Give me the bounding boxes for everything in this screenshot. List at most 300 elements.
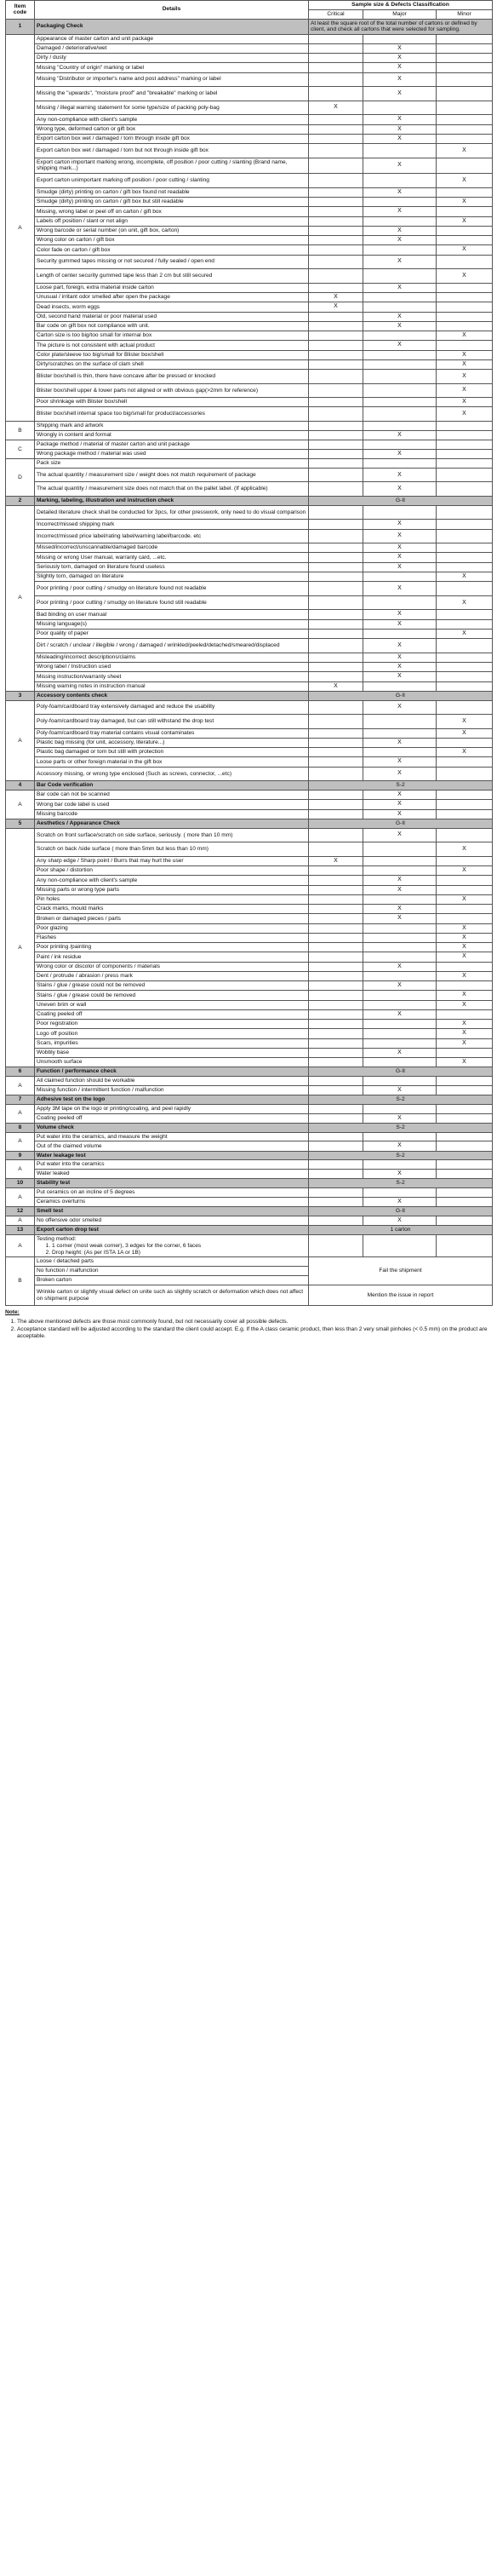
group-code: A <box>6 505 35 691</box>
table-row <box>6 1029 493 1038</box>
defect-description: Logo off position <box>35 1029 309 1038</box>
table-row <box>6 543 493 553</box>
testing-method <box>35 1234 309 1256</box>
major-mark: X <box>363 87 437 101</box>
minor-mark <box>437 639 493 653</box>
defect-description: Poor quality of paper <box>35 629 309 638</box>
section-standard: G-II <box>309 691 493 700</box>
critical-mark <box>309 1077 363 1086</box>
major-mark <box>363 101 437 115</box>
table-row <box>6 1257 493 1267</box>
critical-mark <box>309 610 363 619</box>
defect-description: Dirt / scratch / unclear / illegible / wrong / damaged / wrinkled/peeled/detached/smeared/displaced <box>35 639 309 653</box>
table-row <box>6 582 493 596</box>
header-classification: Sample size & Defects Classification <box>309 1 493 10</box>
table-row <box>6 1197 493 1206</box>
table-row <box>6 216 493 226</box>
defect-description: Coating peeled off <box>35 1009 309 1019</box>
critical-mark <box>309 757 363 767</box>
table-row <box>6 269 493 284</box>
major-mark: X <box>363 283 437 292</box>
defect-description: Coating peeled off <box>35 1113 309 1123</box>
minor-mark <box>437 1188 493 1198</box>
major-mark <box>363 1104 437 1113</box>
minor-mark <box>437 422 493 431</box>
critical-mark <box>309 134 363 143</box>
critical-mark <box>309 663 363 672</box>
note-item: 1. The above mentioned defects are those most commonly found, but not necessarily cover all possible defects. <box>17 1319 492 1326</box>
major-mark <box>363 302 437 312</box>
minor-mark: X <box>437 1000 493 1009</box>
group-code: B <box>6 1257 35 1306</box>
critical-mark <box>309 962 363 971</box>
major-mark: X <box>363 981 437 991</box>
minor-mark <box>437 529 493 543</box>
section-header-7 <box>6 1095 493 1105</box>
defect-description: Stains / glue / grease could be removed <box>35 991 309 1000</box>
critical-mark <box>309 653 363 662</box>
table-row <box>6 529 493 543</box>
table-row <box>6 856 493 865</box>
table-row <box>6 1104 493 1113</box>
critical-mark <box>309 430 363 440</box>
table-row <box>6 124 493 134</box>
major-mark: X <box>363 553 437 562</box>
table-row <box>6 991 493 1000</box>
defect-description: Poor printing / poor cutting / smudgy on literature found not readable <box>35 582 309 596</box>
table-row <box>6 885 493 894</box>
defect-description: Missed/incorrect/unscannable/damaged barcode <box>35 543 309 553</box>
table-row <box>6 905 493 914</box>
major-mark: X <box>363 1216 437 1225</box>
defect-description: Appearance of master carton and unit package <box>35 35 309 44</box>
table-row <box>6 158 493 174</box>
major-mark: X <box>363 1048 437 1057</box>
minor-mark <box>437 876 493 885</box>
defect-description: Missing function / intermittent function / malfunction <box>35 1085 309 1095</box>
group-code: D <box>6 459 35 497</box>
major-mark: X <box>363 619 437 629</box>
table-row <box>6 767 493 781</box>
minor-mark <box>437 35 493 44</box>
major-mark <box>363 440 437 450</box>
critical-mark <box>309 738 363 747</box>
defect-description: Blister box/shell upper & lower parts not aligned or with obvious gap(>2mm for reference) <box>35 383 309 398</box>
table-row <box>6 553 493 562</box>
minor-mark <box>437 459 493 469</box>
defect-description: Seriously torn, damaged on literature found useless <box>35 562 309 572</box>
table-row <box>6 681 493 691</box>
table-row <box>6 700 493 715</box>
defect-description: Dent / protrude / abrasion / press mark <box>35 971 309 980</box>
critical-mark <box>309 562 363 572</box>
minor-mark <box>437 738 493 747</box>
table-row <box>6 87 493 101</box>
table-row <box>6 923 493 933</box>
minor-mark <box>437 43 493 53</box>
section-number: 6 <box>6 1067 35 1077</box>
table-row <box>6 610 493 619</box>
major-mark <box>363 1000 437 1009</box>
major-mark <box>363 459 437 469</box>
critical-mark <box>309 187 363 197</box>
minor-mark <box>437 520 493 529</box>
critical-mark <box>309 715 363 729</box>
section-title: Export carton drop test <box>35 1226 309 1235</box>
minor-mark <box>437 505 493 520</box>
minor-mark <box>437 828 493 842</box>
section-number: 5 <box>6 819 35 828</box>
critical-mark <box>309 767 363 781</box>
critical-mark <box>309 87 363 101</box>
major-mark <box>363 245 437 255</box>
table-row <box>6 505 493 520</box>
defect-description: Pin holes <box>35 894 309 904</box>
critical-mark <box>309 174 363 188</box>
major-mark: X <box>363 430 437 440</box>
critical-mark <box>309 1188 363 1198</box>
major-mark <box>363 174 437 188</box>
critical-mark <box>309 255 363 269</box>
minor-mark <box>437 757 493 767</box>
minor-mark <box>437 914 493 923</box>
minor-mark <box>437 1077 493 1086</box>
major-mark <box>363 933 437 942</box>
major-mark: X <box>363 449 437 458</box>
defect-description: Poor shape / distortion <box>35 866 309 876</box>
section-number: 3 <box>6 691 35 700</box>
critical-mark <box>309 1216 363 1225</box>
minor-mark <box>437 312 493 321</box>
section-standard: G-II <box>309 497 493 506</box>
minor-mark: X <box>437 1058 493 1067</box>
defect-description: Wrongly in content and format <box>35 430 309 440</box>
major-mark <box>363 1058 437 1067</box>
table-row <box>6 914 493 923</box>
table-row <box>6 1020 493 1029</box>
section-title: Packaging Check <box>35 19 309 35</box>
critical-mark <box>309 54 363 63</box>
critical-mark <box>309 1197 363 1206</box>
defect-description: Wrong color on carton / gift box <box>35 236 309 245</box>
table-row <box>6 672 493 681</box>
major-mark: X <box>363 158 437 174</box>
section-header-12 <box>6 1207 493 1216</box>
table-row <box>6 115 493 124</box>
testing-method-item: 2. Drop height: (As per ISTA 1A or 1B) <box>52 1250 306 1256</box>
major-mark: X <box>363 321 437 331</box>
minor-mark: X <box>437 1038 493 1048</box>
table-row <box>6 876 493 885</box>
defect-description: Any non-compliance with client's sample <box>35 876 309 885</box>
defect-description: Smudge (dirty) printing on carton / gift box found not readable <box>35 187 309 197</box>
minor-mark: X <box>437 933 493 942</box>
defect-description: Missing warning notes in instruction manual <box>35 681 309 691</box>
table-row <box>6 398 493 407</box>
table-row <box>6 187 493 197</box>
major-mark: X <box>363 341 437 350</box>
minor-mark: X <box>437 370 493 384</box>
major-mark <box>363 1077 437 1086</box>
minor-mark: X <box>437 894 493 904</box>
minor-mark <box>437 101 493 115</box>
critical-mark <box>309 572 363 581</box>
defect-description: Poly-foam/cardboard tray damaged, but can still withstand the drop test <box>35 715 309 729</box>
section-number: 4 <box>6 781 35 791</box>
major-mark: X <box>363 639 437 653</box>
header-major: Major <box>363 9 437 19</box>
section-standard: S-2 <box>309 1123 493 1132</box>
critical-mark <box>309 449 363 458</box>
group-code: A <box>6 35 35 422</box>
minor-mark: X <box>437 398 493 407</box>
defect-description: Poly-foam/cardboard tray extensively damaged and reduce the usability <box>35 700 309 715</box>
table-row <box>6 971 493 980</box>
critical-mark <box>309 1009 363 1019</box>
minor-mark <box>437 1132 493 1141</box>
table-row <box>6 350 493 359</box>
defect-description: Any sharp edge / Sharp point / Burrs that may hurt the user <box>35 856 309 865</box>
table-row <box>6 321 493 331</box>
critical-mark <box>309 1141 363 1151</box>
table-row <box>6 1132 493 1141</box>
minor-mark <box>437 1170 493 1179</box>
critical-mark <box>309 207 363 216</box>
table-row <box>6 728 493 738</box>
section-header-9 <box>6 1151 493 1160</box>
major-mark: X <box>363 312 437 321</box>
minor-mark: X <box>437 383 493 398</box>
critical-mark <box>309 398 363 407</box>
major-mark <box>363 629 437 638</box>
section-standard: S-2 <box>309 1179 493 1188</box>
critical-mark <box>309 35 363 44</box>
critical-mark <box>309 312 363 321</box>
defect-description: Misleading/incorrect descriptions/claims <box>35 653 309 662</box>
minor-mark <box>437 1104 493 1113</box>
major-mark: X <box>363 226 437 235</box>
table-row <box>6 1038 493 1048</box>
critical-mark <box>309 885 363 894</box>
minor-mark: X <box>437 971 493 980</box>
table-row <box>6 312 493 321</box>
critical-mark <box>309 422 363 431</box>
major-mark <box>363 715 437 729</box>
defect-description: Put water into the ceramics, and measure the weight <box>35 1132 309 1141</box>
critical-mark <box>309 520 363 529</box>
table-row <box>6 952 493 962</box>
major-mark <box>363 269 437 284</box>
section-title: Bar Code verification <box>35 781 309 791</box>
critical-mark <box>309 1160 363 1170</box>
major-mark: X <box>363 187 437 197</box>
defect-description: Missing parts or wrong type parts <box>35 885 309 894</box>
section-number: 7 <box>6 1095 35 1105</box>
table-row <box>6 1058 493 1067</box>
critical-mark: X <box>309 293 363 302</box>
table-row <box>6 828 493 842</box>
section-title: Accessory contents check <box>35 691 309 700</box>
section-number: 13 <box>6 1226 35 1235</box>
critical-mark <box>309 791 363 800</box>
critical-mark <box>309 943 363 952</box>
section-title: Adhesive test on the logo <box>35 1095 309 1105</box>
major-mark <box>363 331 437 341</box>
critical-mark <box>309 350 363 359</box>
minor-mark <box>437 341 493 350</box>
defect-description: Wrong label / Instruction used <box>35 663 309 672</box>
critical-mark <box>309 226 363 235</box>
critical-mark <box>309 144 363 158</box>
table-row <box>6 653 493 662</box>
table-row <box>6 1085 493 1095</box>
table-row <box>6 407 493 422</box>
defect-description: Put water into the ceramics <box>35 1160 309 1170</box>
critical-mark <box>309 341 363 350</box>
minor-mark: X <box>437 748 493 757</box>
section-header-13 <box>6 1226 493 1235</box>
minor-mark: X <box>437 269 493 284</box>
table-row <box>6 1285 493 1306</box>
defect-description: No offensive odor smelled <box>35 1216 309 1225</box>
defect-description: Detailed literature check shall be conducted for 3pcs, for other presswork, only need to do visual comparison <box>35 505 309 520</box>
inspection-table <box>5 0 493 1306</box>
table-row <box>6 440 493 450</box>
critical-mark <box>309 639 363 653</box>
major-mark <box>363 1029 437 1038</box>
table-row <box>6 639 493 653</box>
table-row <box>6 245 493 255</box>
defect-description: Smudge (dirty) printing on carton / gift box but still readable <box>35 198 309 207</box>
defect-description: Missing "Country of origin" marking or label <box>35 63 309 72</box>
section-standard: G-II <box>309 1207 493 1216</box>
critical-mark <box>309 1234 363 1256</box>
section-header-1 <box>6 19 493 35</box>
major-mark: X <box>363 653 437 662</box>
minor-mark <box>437 87 493 101</box>
table-row <box>6 1216 493 1225</box>
header-critical: Critical <box>309 9 363 19</box>
group-code: A <box>6 1132 35 1151</box>
table-row <box>6 1000 493 1009</box>
defect-description: Scratch on front surface/scratch on side surface, seriously. ( more than 10 mm) <box>35 828 309 842</box>
major-mark: X <box>363 1085 437 1095</box>
defect-description: Dirty/scratches on the surface of clam shell <box>35 359 309 369</box>
critical-mark <box>309 1132 363 1141</box>
section-title: Marking, labeling, illustration and instruction check <box>35 497 309 506</box>
minor-mark: X <box>437 943 493 952</box>
critical-mark <box>309 991 363 1000</box>
minor-mark: X <box>437 1020 493 1029</box>
minor-mark <box>437 226 493 235</box>
minor-mark <box>437 134 493 143</box>
table-row <box>6 101 493 115</box>
major-mark: X <box>363 54 437 63</box>
group-code: B <box>6 422 35 440</box>
major-mark <box>363 505 437 520</box>
minor-mark: X <box>437 1029 493 1038</box>
major-mark: X <box>363 663 437 672</box>
major-mark: X <box>363 610 437 619</box>
critical-mark <box>309 894 363 904</box>
defect-description: Incorrect/missed price label/rating label/warning label/barcode. etc <box>35 529 309 543</box>
section-header-3 <box>6 691 493 700</box>
critical-mark <box>309 748 363 757</box>
group-code: A <box>6 700 35 781</box>
major-mark <box>363 422 437 431</box>
minor-mark: X <box>437 715 493 729</box>
minor-mark: X <box>437 350 493 359</box>
section-number: 2 <box>6 497 35 506</box>
minor-mark: X <box>437 923 493 933</box>
major-mark <box>363 398 437 407</box>
minor-mark: X <box>437 866 493 876</box>
minor-mark <box>437 1113 493 1123</box>
minor-mark <box>437 653 493 662</box>
testing-method-item: 1. 1 corner (most weak corner), 3 edges for the corner, 6 faces <box>52 1243 306 1250</box>
table-row <box>6 134 493 143</box>
critical-mark <box>309 321 363 331</box>
defect-description: Wrong type, deformed carton or gift box <box>35 124 309 134</box>
defect-description: Plastic bag damaged or torn but still with protection <box>35 748 309 757</box>
major-mark: X <box>363 63 437 72</box>
major-mark: X <box>363 1113 437 1123</box>
defect-description: Unusual / irritant odor smelled after open the package <box>35 293 309 302</box>
critical-mark <box>309 1000 363 1009</box>
note-item: 2. Acceptance standard will be adjusted according to the standard the client could accept. E.g. If the A class ceramic product, then less than 2 very small pinholes (< 0.5 mm) on the product are acceptable. <box>17 1326 492 1341</box>
minor-mark <box>437 663 493 672</box>
group-code: A <box>6 1188 35 1207</box>
major-mark <box>363 572 437 581</box>
defect-description: Poor shrinkage with Blister box/shell <box>35 398 309 407</box>
major-mark <box>363 952 437 962</box>
critical-mark <box>309 905 363 914</box>
critical-mark <box>309 283 363 292</box>
defect-description: Slightly torn, damaged on literature <box>35 572 309 581</box>
table-row <box>6 198 493 207</box>
minor-mark <box>437 1009 493 1019</box>
minor-mark <box>437 905 493 914</box>
critical-mark <box>309 1104 363 1113</box>
table-row <box>6 619 493 629</box>
defect-description: Incorrect/missed shipping mark <box>35 520 309 529</box>
major-mark: X <box>363 905 437 914</box>
critical-mark <box>309 981 363 991</box>
minor-mark: X <box>437 629 493 638</box>
table-row <box>6 283 493 292</box>
major-mark: X <box>363 134 437 143</box>
major-mark: X <box>363 962 437 971</box>
critical-mark <box>309 952 363 962</box>
defect-description: Labels off position / slant or not align <box>35 216 309 226</box>
major-mark <box>363 1020 437 1029</box>
critical-mark <box>309 672 363 681</box>
critical-mark <box>309 158 363 174</box>
minor-mark <box>437 1234 493 1256</box>
minor-mark: X <box>437 991 493 1000</box>
defect-description: Export carton unimportant marking off position / poor cutting / slanting <box>35 174 309 188</box>
minor-mark <box>437 187 493 197</box>
critical-mark <box>309 359 363 369</box>
section-number: 12 <box>6 1207 35 1216</box>
minor-mark <box>437 619 493 629</box>
table-row <box>6 43 493 53</box>
minor-mark <box>437 72 493 87</box>
table-row <box>6 35 493 44</box>
critical-mark <box>309 553 363 562</box>
major-mark <box>363 728 437 738</box>
defect-description: No function / malfunction <box>35 1267 309 1276</box>
